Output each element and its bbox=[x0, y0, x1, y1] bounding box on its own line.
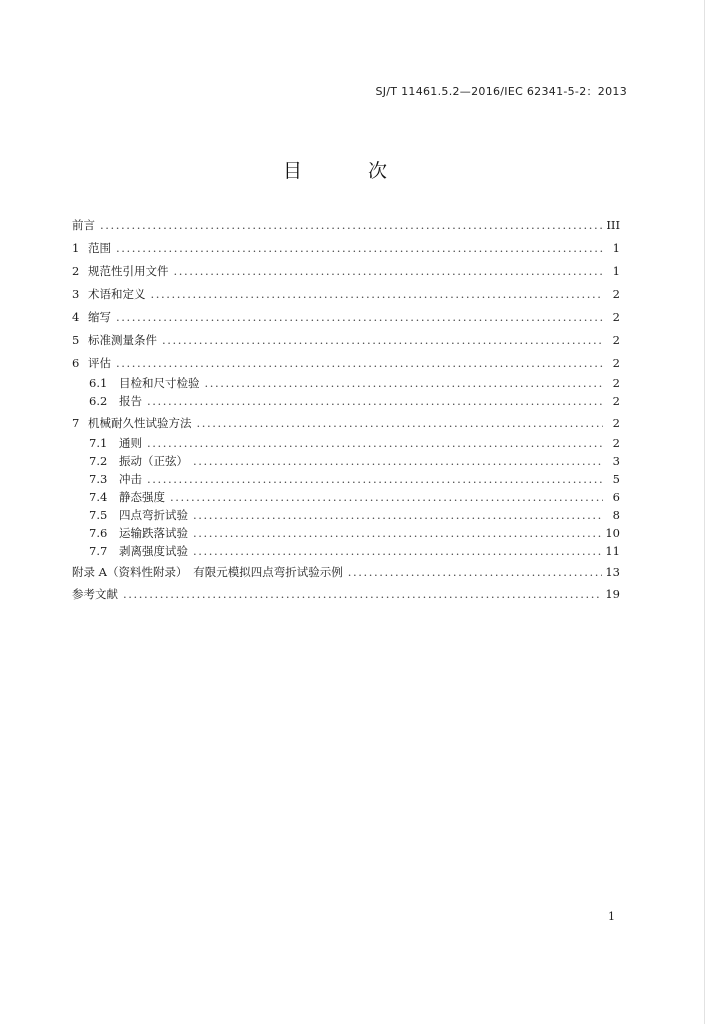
toc-entry-label: 冲击 bbox=[119, 472, 142, 486]
toc-entry-number: 6.2 bbox=[89, 394, 108, 408]
toc-entry-number: 7 bbox=[72, 416, 80, 430]
toc-leader-dots bbox=[116, 356, 603, 370]
toc-leader-dots bbox=[174, 264, 604, 278]
toc-leader-dots bbox=[193, 454, 603, 468]
toc-entry-label: 术语和定义 bbox=[88, 287, 146, 301]
toc-entry-label: 评估 bbox=[88, 356, 111, 370]
toc-leader-dots bbox=[348, 565, 603, 579]
toc-leader-dots bbox=[123, 587, 602, 601]
toc-entry-number: 6.1 bbox=[89, 376, 108, 390]
toc-entry[interactable] bbox=[72, 310, 620, 324]
toc-entry-label: 四点弯折试验 bbox=[119, 508, 188, 522]
toc-entry-page: 3 bbox=[612, 454, 620, 468]
toc-entry-page: 1 bbox=[612, 264, 620, 278]
toc-entry-label: 范围 bbox=[88, 241, 111, 255]
toc-entry[interactable] bbox=[72, 287, 620, 301]
toc-entry-page: III bbox=[606, 218, 620, 232]
toc-entry-number: 7.5 bbox=[89, 508, 108, 522]
toc-entry[interactable] bbox=[72, 565, 620, 579]
toc-entry[interactable] bbox=[72, 333, 620, 347]
toc-entry-page: 8 bbox=[612, 508, 620, 522]
toc-entry-page: 2 bbox=[612, 416, 620, 430]
toc-entry-page: 5 bbox=[612, 472, 620, 486]
toc-entry-page: 13 bbox=[605, 565, 620, 579]
toc-entry-label: 参考文献 bbox=[72, 587, 118, 601]
toc-entry[interactable] bbox=[72, 526, 620, 540]
toc-entry[interactable] bbox=[72, 472, 620, 486]
toc-leader-dots bbox=[193, 526, 602, 540]
toc-leader-dots bbox=[162, 333, 603, 347]
toc-entry-number: 7.2 bbox=[89, 454, 108, 468]
toc-entry-page: 1 bbox=[612, 241, 620, 255]
toc-leader-dots bbox=[147, 472, 603, 486]
toc-entry-label: 运输跌落试验 bbox=[119, 526, 188, 540]
toc-leader-dots bbox=[170, 490, 603, 504]
toc-title: 目 次 bbox=[282, 160, 418, 182]
toc-entry-page: 2 bbox=[612, 356, 620, 370]
toc-entry-page: 2 bbox=[612, 287, 620, 301]
toc-leader-dots bbox=[193, 508, 603, 522]
toc-entry[interactable] bbox=[72, 544, 620, 558]
toc-entry-number: 2 bbox=[72, 264, 80, 278]
page-edge-divider bbox=[704, 0, 705, 1024]
toc-entry-number: 7.1 bbox=[89, 436, 108, 450]
toc-entry-number: 7.3 bbox=[89, 472, 108, 486]
toc-entry[interactable] bbox=[72, 376, 620, 390]
toc-entry-number: 7.4 bbox=[89, 490, 108, 504]
toc-entry-number: 7.7 bbox=[89, 544, 108, 558]
toc-entry-page: 2 bbox=[612, 394, 620, 408]
toc-leader-dots bbox=[147, 436, 603, 450]
toc-entry-label: 附录 A（资料性附录） 有限元模拟四点弯折试验示例 bbox=[72, 565, 343, 579]
standard-code: SJ/T 11461.5.2—2016/IEC 62341-5-2：2013 bbox=[375, 85, 627, 98]
toc-entry[interactable] bbox=[72, 264, 620, 278]
toc-entry-page: 10 bbox=[605, 526, 620, 540]
table-of-contents bbox=[72, 218, 620, 601]
toc-entry-page: 2 bbox=[612, 376, 620, 390]
toc-entry-page: 19 bbox=[605, 587, 620, 601]
toc-leader-dots bbox=[205, 376, 604, 390]
toc-entry[interactable] bbox=[72, 436, 620, 450]
toc-entry-page: 2 bbox=[612, 310, 620, 324]
toc-entry-label: 机械耐久性试验方法 bbox=[88, 416, 192, 430]
toc-entry[interactable] bbox=[72, 490, 620, 504]
page-number: 1 bbox=[608, 910, 615, 923]
toc-entry-number: 7.6 bbox=[89, 526, 108, 540]
toc-entry[interactable] bbox=[72, 416, 620, 430]
toc-entry[interactable] bbox=[72, 218, 620, 232]
toc-leader-dots bbox=[151, 287, 604, 301]
toc-entry-number: 3 bbox=[72, 287, 80, 301]
toc-leader-dots bbox=[193, 544, 602, 558]
toc-leader-dots bbox=[116, 310, 603, 324]
toc-entry-number: 6 bbox=[72, 356, 80, 370]
toc-entry-number: 1 bbox=[72, 241, 80, 255]
toc-entry-label: 静态强度 bbox=[119, 490, 165, 504]
toc-entry-label: 剥离强度试验 bbox=[119, 544, 188, 558]
toc-leader-dots bbox=[147, 394, 603, 408]
toc-entry-page: 11 bbox=[605, 544, 620, 558]
toc-leader-dots bbox=[100, 218, 603, 232]
toc-entry-label: 前言 bbox=[72, 218, 95, 232]
toc-leader-dots bbox=[197, 416, 604, 430]
toc-leader-dots bbox=[116, 241, 603, 255]
toc-entry[interactable] bbox=[72, 356, 620, 370]
toc-entry-page: 2 bbox=[612, 333, 620, 347]
toc-entry-number: 4 bbox=[72, 310, 80, 324]
toc-entry-page: 6 bbox=[612, 490, 620, 504]
toc-entry-page: 2 bbox=[612, 436, 620, 450]
toc-entry-label: 报告 bbox=[119, 394, 142, 408]
toc-entry[interactable] bbox=[72, 587, 620, 601]
toc-entry-label: 标准测量条件 bbox=[88, 333, 157, 347]
toc-entry-number: 5 bbox=[72, 333, 80, 347]
toc-entry[interactable] bbox=[72, 454, 620, 468]
toc-entry[interactable] bbox=[72, 241, 620, 255]
toc-entry-label: 通则 bbox=[119, 436, 142, 450]
toc-entry[interactable] bbox=[72, 508, 620, 522]
toc-entry-label: 缩写 bbox=[88, 310, 111, 324]
toc-entry-label: 目检和尺寸检验 bbox=[119, 376, 200, 390]
toc-entry-label: 振动（正弦） bbox=[119, 454, 188, 468]
toc-entry-label: 规范性引用文件 bbox=[88, 264, 169, 278]
toc-entry[interactable] bbox=[72, 394, 620, 408]
